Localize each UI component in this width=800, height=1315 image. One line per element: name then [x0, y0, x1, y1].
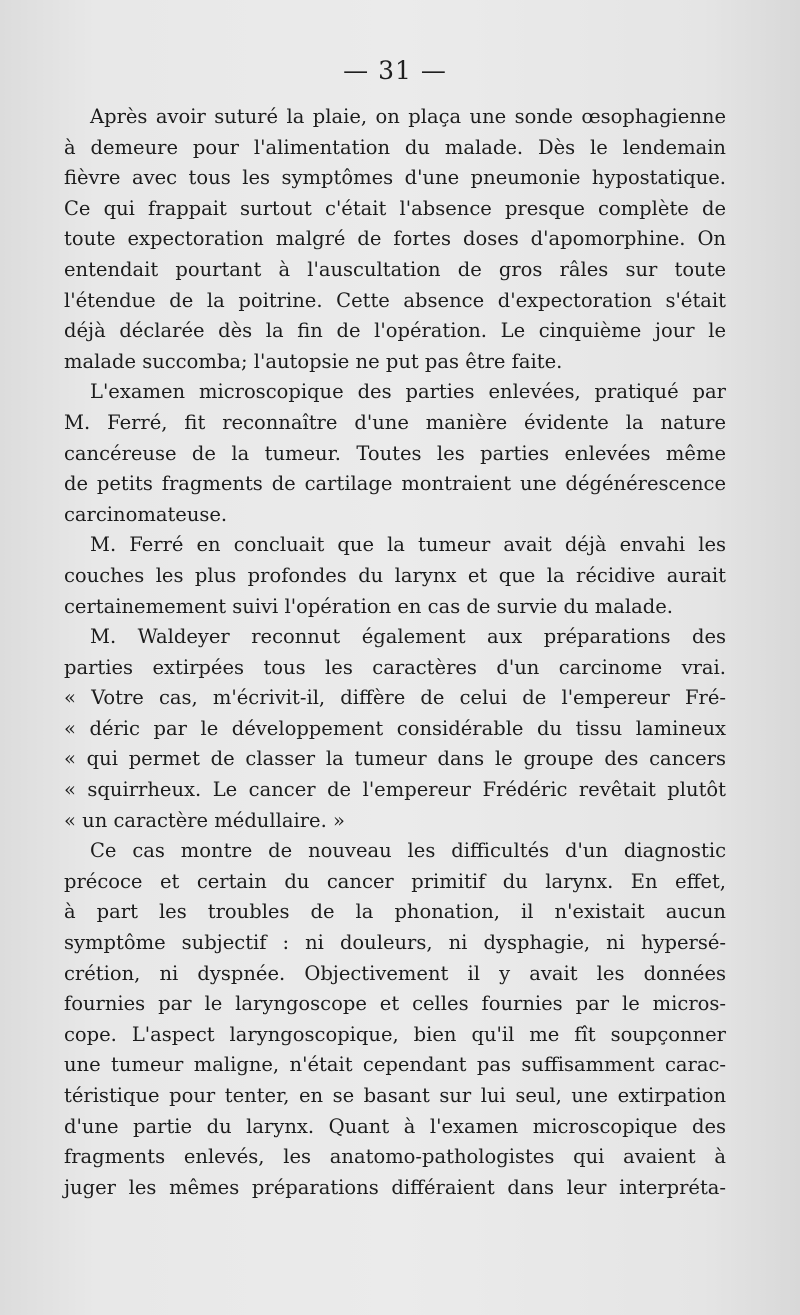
text-line: précoce et certain du cancer primitif du larynx. En effet,	[64, 869, 726, 893]
text-line: M. Ferré en concluait que la tumeur avait déjà envahi les	[90, 533, 726, 557]
text-line: toute expectoration malgré de fortes doses d'apomorphine. On	[64, 227, 726, 251]
text-line: certainemement suivi l'opération en cas de survie du malade.	[64, 594, 673, 618]
text-line: Ce qui frappait surtout c'était l'absence presque complète de	[64, 196, 726, 220]
text-line: crétion, ni dyspnée. Objectivement il y avait les données	[64, 961, 726, 985]
text-line: malade succomba; l'autopsie ne put pas être faite.	[64, 349, 563, 373]
text-line: cancéreuse de la tumeur. Toutes les parties enlevées même	[64, 441, 726, 465]
text-line: « déric par le développement considérable du tissu lamineux	[64, 716, 726, 740]
text-line: juger les mêmes préparations différaient dans leur interpréta-	[64, 1175, 726, 1199]
text-line: l'étendue de la poitrine. Cette absence d'expectoration s'était	[64, 288, 726, 312]
text-line: « qui permet de classer la tumeur dans le groupe des cancers	[64, 747, 726, 771]
text-line: cope. L'aspect laryngoscopique, bien qu'il me fît soupçonner	[64, 1022, 726, 1046]
text-line: Ce cas montre de nouveau les difficultés d'un diagnostic	[90, 839, 726, 863]
text-line: fièvre avec tous les symptômes d'une pneumonie hypostatique.	[64, 166, 726, 190]
text-line: déjà déclarée dès la fin de l'opération. Le cinquième jour le	[64, 319, 726, 343]
text-line: fournies par le laryngoscope et celles fournies par le micros-	[64, 992, 726, 1016]
text-line: d'une partie du larynx. Quant à l'examen microscopique des	[64, 1114, 726, 1138]
text-line: une tumeur maligne, n'était cependant pas suffisamment carac-	[64, 1053, 726, 1077]
text-line: L'examen microscopique des parties enlevées, pratiqué par	[90, 380, 726, 404]
text-line: M. Ferré, fit reconnaître d'une manière évidente la nature	[64, 410, 726, 434]
text-line: Après avoir suturé la plaie, on plaça une sonde œsophagienne	[90, 105, 726, 128]
page-number: — 31 —	[343, 56, 447, 85]
text-line: à demeure pour l'alimentation du malade. Dès le lendemain	[64, 135, 726, 159]
text-line: M. Waldeyer reconnut également aux préparations des	[90, 625, 726, 649]
text-line: téristique pour tenter, en se basant sur lui seul, une extirpation	[64, 1084, 726, 1107]
text-line: « squirrheux. Le cancer de l'empereur Frédéric revêtait plutôt	[64, 778, 726, 802]
text-line: carcinomateuse.	[64, 502, 228, 526]
text-line: couches les plus profondes du larynx et que la récidive aurait	[64, 563, 726, 587]
text-line: fragments enlevés, les anatomo-pathologistes qui avaient à	[64, 1145, 726, 1169]
body-text	[64, 102, 726, 1203]
text-line: de petits fragments de cartilage montraient une dégénérescence	[64, 472, 726, 496]
text-line: « un caractère médullaire. »	[64, 808, 345, 832]
text-line: « Votre cas, m'écrivit-il, diffère de celui de l'empereur Fré-	[64, 686, 726, 710]
text-line: entendait pourtant à l'auscultation de gros râles sur toute	[64, 257, 726, 281]
text-line: à part les troubles de la phonation, il n'existait aucun	[64, 900, 726, 924]
text-line: symptôme subjectif : ni douleurs, ni dysphagie, ni hypersé-	[64, 931, 726, 955]
text-line: parties extirpées tous les caractères d'un carcinome vrai.	[64, 655, 726, 679]
